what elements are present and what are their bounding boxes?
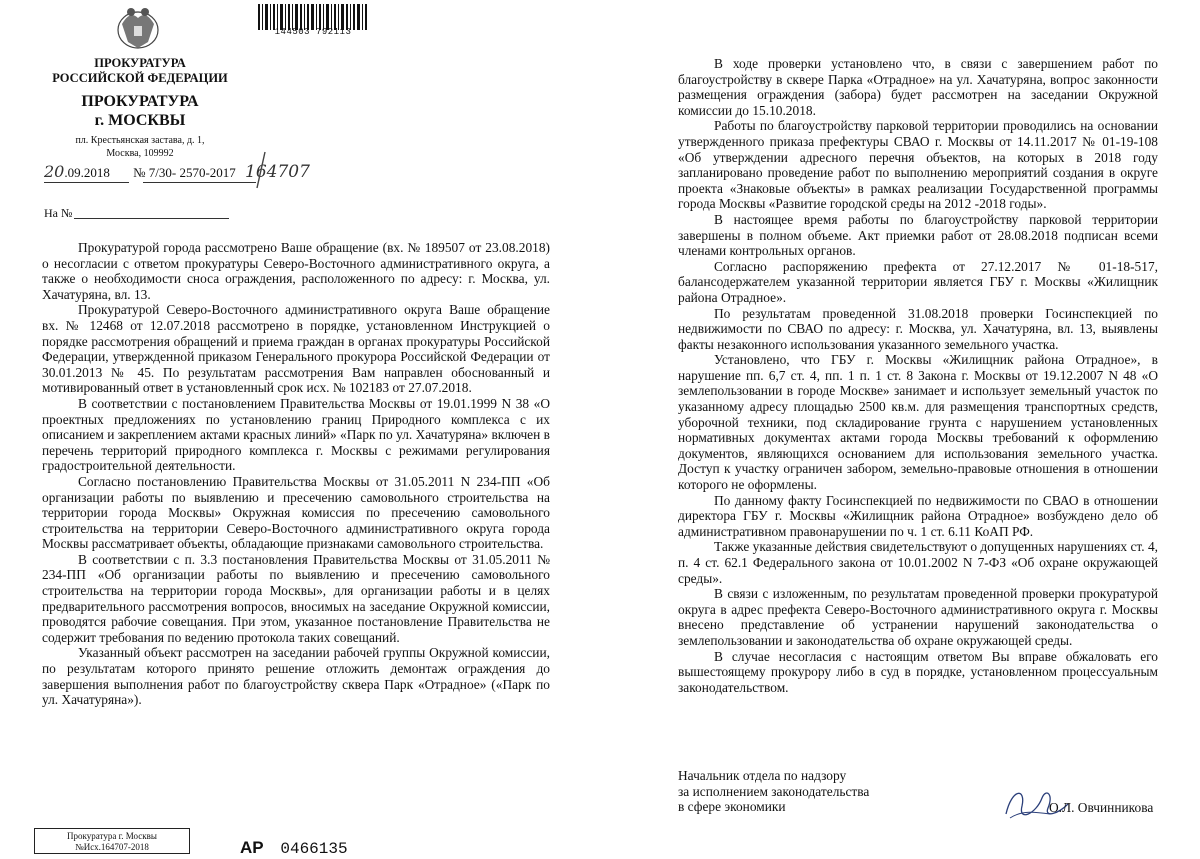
left-page: [0, 0, 588, 859]
org-name-line: ПРОКУРАТУРА: [81, 93, 199, 110]
paragraph: По результатам проведенной 31.08.2018 проверки Госинспекцией по недвижимости по СВАО по адресу: г. Москва, ул. Хачатуряна, вл. 13, выявлены факты незаконного использования указанного земельного участка.: [678, 305, 1158, 352]
page-gutter: [588, 0, 612, 859]
reply-to-label: На №: [44, 206, 73, 220]
paragraph: В соответствии с постановлением Правительства Москвы от 19.01.1999 N 38 «О проектных предложениях по установлению границ Природного комплекса с их описанием и закреплением актами красных линий» «Парк по ул. Хачатуряна» включен в перечень территорий природного комплекса г. Москвы с режимами регулирования градостроительной деятельности.: [42, 395, 550, 474]
eagle-emblem-icon: [112, 2, 164, 54]
signature-title-line: Начальник отдела по надзору: [678, 768, 847, 783]
paragraph: По данному факту Госинспекцией по недвижимости по СВАО в отношении директора ГБУ г. Москвы «Жилищник района Отрадное» возбуждено дело об административном правонарушении по ч. 1 ст. 6.11 КоАП РФ.: [678, 492, 1158, 539]
paragraph: Указанный объект рассмотрен на заседании рабочей группы Окружной комиссии, по результатам которого принято решение отложить демонтаж ограждения до завершения выполнения работ по благоустройству сквера Парк «Отрадное» («Парк по ул. Хачатуряна»).: [42, 645, 550, 708]
paragraph: Установлено, что ГБУ г. Москвы «Жилищник района Отрадное», в нарушение пп. 6,7 ст. 4, пп. 1 п. 1 ст. 8 Закона г. Москвы от 19.12.2007 N 48 «О землепользовании в городе Москве» занимает и использует земельный участок по указанному адресу площадью 2500 кв.м. для размещения транспортных средств, уборочной техники, под складирование грунта с нарушением установленных нормативных документах актами города Москвы требований к оформлению документов, являющихся основанием для использования земельного участка. Доступ к участку ограничен забором, земельно-правовые отношения в отношении которого не оформлены.: [678, 352, 1158, 493]
reg-date-underline: [44, 182, 129, 183]
paragraph: В связи с изложенным, по результатам проведенной проверки прокуратурой округа в адрес префекта Северо-Восточного административного округа г. Москвы внесено представление об устранении нарушений законодательства о землепользовании и законодательства об охране окружающей среды.: [678, 586, 1158, 648]
reg-date-rest: .09.2018: [64, 165, 110, 180]
form-serial: [240, 838, 348, 858]
handwritten-slash-icon: [254, 150, 268, 190]
org-name: [40, 92, 240, 130]
paragraph: Согласно распоряжению префекта от 27.12.2017 № 01-18-517, балансодержателем указанной территории является ГБУ г. Москвы «Жилищник района Отрадное».: [678, 258, 1158, 305]
reg-number-underline: [143, 182, 256, 183]
signature-title-line: в сфере экономики: [678, 799, 786, 815]
outgoing-stamp: [34, 828, 190, 854]
serial-prefix: АР: [240, 838, 264, 857]
paragraph: В ходе проверки установлено что, в связи с завершением работ по благоустройству в сквере Парка «Отрадное» на ул. Хачатуряна, вопрос законности размещения ограждения (забора) будет рассмотрен на заседании Окружной комиссии до 15.10.2018.: [678, 56, 1158, 118]
org-header-line: РОССИЙСКОЙ ФЕДЕРАЦИИ: [52, 71, 228, 85]
paragraph: Также указанные действия свидетельствуют о допущенных нарушениях ст. 4, п. 4 ст. 62.1 Федерального закона от 10.01.2002 N 7-ФЗ «Об охране окружающей среды».: [678, 539, 1159, 586]
serial-number: 0466135: [280, 840, 348, 858]
reg-number-sign: №: [133, 165, 146, 180]
right-page: [612, 0, 1200, 859]
reg-number: 7/30- 2570-2017: [148, 165, 236, 180]
reply-to-underline: [74, 218, 229, 219]
paragraph: Работы по благоустройству парковой территории проводились на основании утвержденного приказа префектуры СВАО г. Москвы от 14.11.2017 № 01-19-108 «Об утверждении адресного перечня объектов, на которых в 2018 году запланировано проведение работ по выполнению мероприятий создания в округе проекта «Знаковые объекты» в рамках реализации Государственной программы города Москвы «Развитие городской среды на 2012 -2018 годы».: [678, 118, 1158, 212]
address-line: Москва, 109992: [106, 148, 174, 159]
paragraph: В настоящее время работы по благоустройству парковой территории завершены в полном объеме. Акт приемки работ от 28.08.2018 подписан всеми членами контрольных органов.: [678, 211, 1158, 259]
barcode-number: 144503 792113: [274, 27, 352, 37]
stamp-line: №Исх.164707-2018: [75, 842, 149, 852]
org-name-line: г. МОСКВЫ: [94, 112, 186, 129]
stamp-line: Прокуратура г. Москвы: [67, 831, 157, 841]
signatory-name: О.Л. Овчинникова: [1049, 800, 1154, 815]
registration-line: [44, 162, 310, 182]
signature-title: [678, 768, 869, 815]
address-line: пл. Крестьянская застава, д. 1,: [75, 135, 205, 146]
paragraph: В соответствии с п. 3.3 постановления Правительства Москвы от 31.05.2011 № 234-ПП «Об организации работы по выявлению и пресечению самовольного строительства на территории города Москвы», для организации работы и в целях предварительного рассмотрения вопросов, вносимых на заседание Окружной комиссии, проводятся рабочие совещания. При этом, указанное постановление Правительства не содержит требования по ведению протокола таких совещаний.: [42, 551, 550, 645]
paragraph: В случае несогласия с настоящим ответом Вы вправе обжаловать его вышестоящему прокурору либо в суд в порядке, установленном процессуальным законодательством.: [678, 648, 1158, 695]
reg-handwritten: 164707: [245, 162, 310, 182]
paragraph: Согласно постановлению Правительства Москвы от 31.05.2011 N 234-ПП «Об организации работы по выявлению и пресечению самовольного строительства на территории города Москвы» Окружная комиссия по пресечению самовольного строительства на территории Северо-Восточного административного округа города Москвы рассматривает объекты, обладающие признаками самовольного строительства.: [42, 473, 550, 552]
paragraph: Прокуратурой города рассмотрено Ваше обращение (вх. № 189507 от 23.08.2018) о несогласии с ответом прокуратуры Северо-Восточного административного округа, а также о необходимости сноса ограждения, расположенного по адресу: г. Москва, ул. Хачатуряна, вл. 13.: [42, 240, 550, 302]
paragraph: Прокуратурой Северо-Восточного административного округа Ваше обращение вх. № 12468 от 12.07.2018 рассмотрено в порядке, установленном Инструкцией о порядке рассмотрения обращений и приема граждан в органах прокуратуры Российской Федерации, утвержденной приказом Генерального прокурора Российской Федерации от 30.01.2013 № 45. По результатам рассмотрения Вам направлен обоснованный и мотивированный ответ в установленный срок исх. № 102183 от 27.07.2018.: [42, 302, 550, 396]
letter-body-right: [678, 56, 1158, 695]
org-address: [40, 134, 240, 160]
signature-title-line: за исполнением законодательства: [678, 783, 870, 799]
letter-body-left: [42, 240, 550, 708]
org-header: [40, 56, 240, 86]
org-header-line: ПРОКУРАТУРА: [94, 56, 186, 70]
reg-date-day: 20: [44, 162, 65, 181]
